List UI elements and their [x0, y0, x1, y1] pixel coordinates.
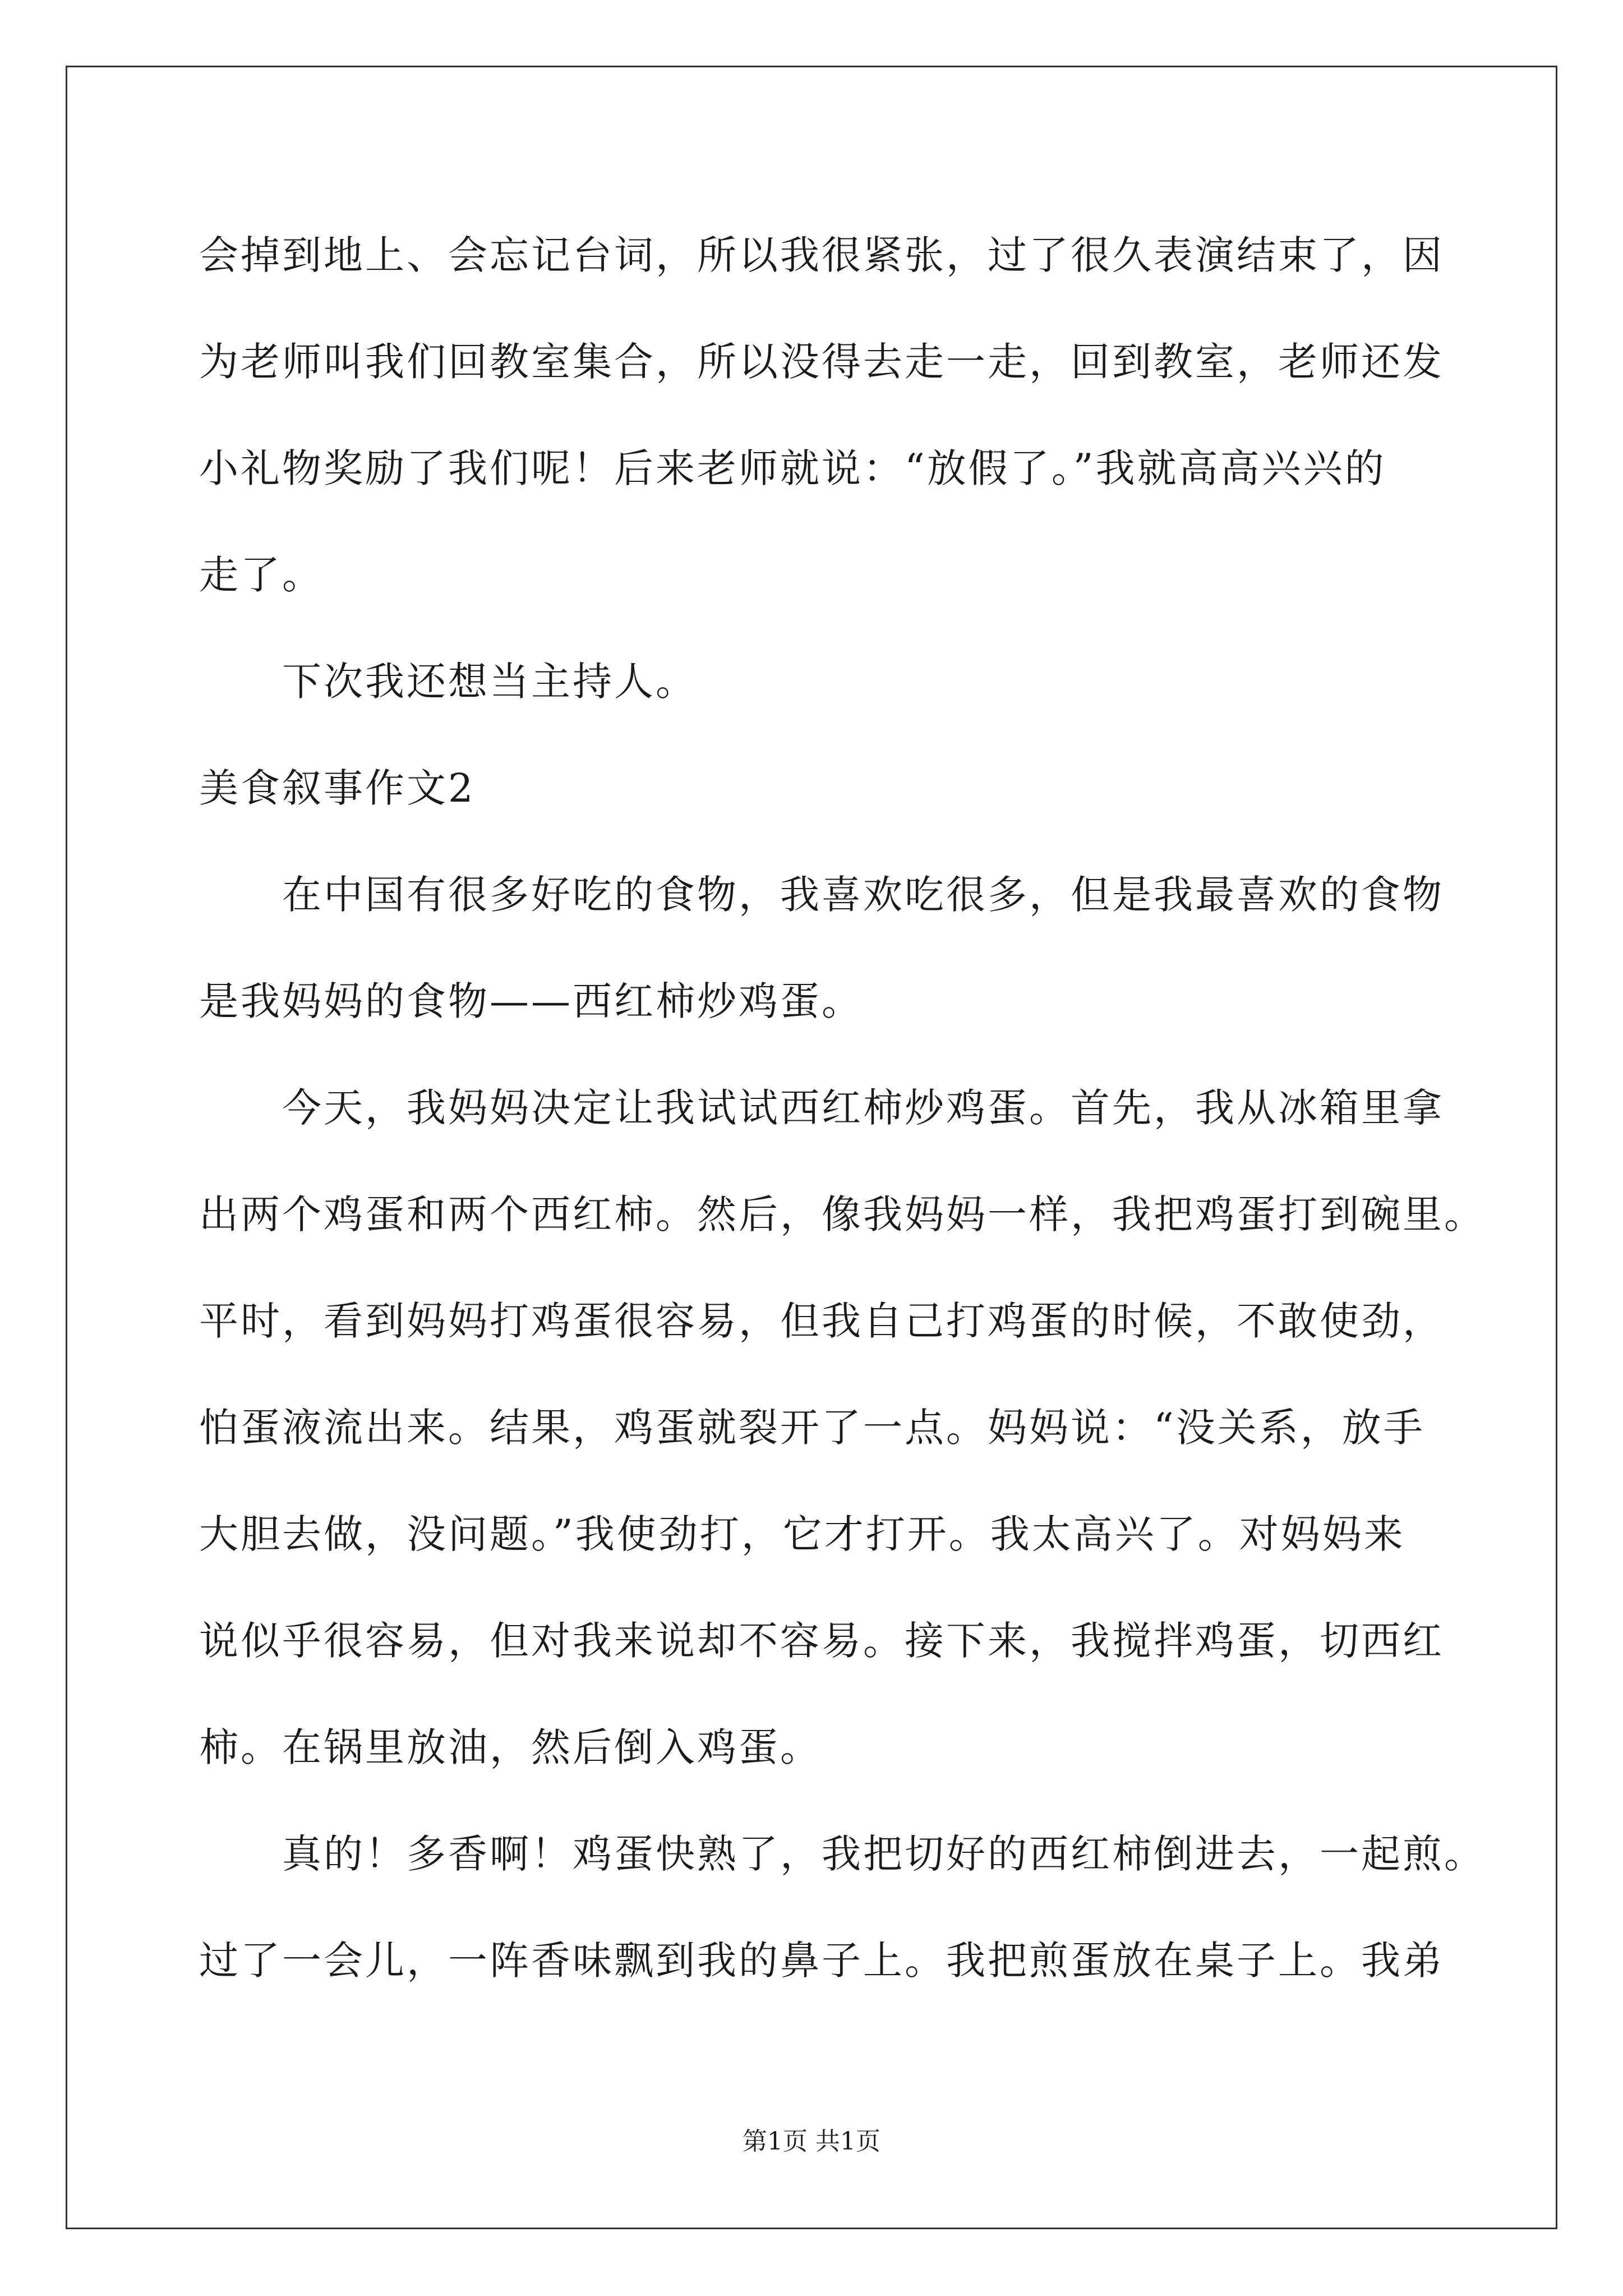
text-line: 小礼物奖励了我们呢！后来老师就说：“放假了。”我就高高兴兴的: [199, 445, 1386, 491]
text-line: 是我妈妈的食物——西红柿炒鸡蛋。: [199, 978, 863, 1024]
text-line: 真的！多香啊！鸡蛋快熟了，我把切好的西红柿倒进去，一起煎。: [282, 1831, 1486, 1877]
text-line: 柿。在锅里放油，然后倒入鸡蛋。: [199, 1724, 822, 1770]
text-line: 出两个鸡蛋和两个西红柿。然后，像我妈妈一样，我把鸡蛋打到碗里。: [199, 1191, 1486, 1237]
document-body: [199, 202, 1486, 2014]
text-line: 下次我还想当主持人。: [282, 659, 697, 705]
text-line: 大胆去做，没问题。”我使劲打，它才打开。我太高兴了。对妈妈来: [199, 1511, 1405, 1557]
text-line: 会掉到地上、会忘记台词，所以我很紧张，过了很久表演结束了，因: [199, 232, 1444, 278]
text-line: 过了一会儿，一阵香味飘到我的鼻子上。我把煎蛋放在桌子上。我弟: [199, 1938, 1444, 1984]
text-line: 平时，看到妈妈打鸡蛋很容易，但我自己打鸡蛋的时候，不敢使劲，: [199, 1298, 1444, 1344]
text-line: 在中国有很多好吃的食物，我喜欢吃很多，但是我最喜欢的食物: [282, 872, 1444, 918]
page-footer: 第1页 共1页: [743, 2127, 880, 2156]
text-line: 今天，我妈妈决定让我试试西红柿炒鸡蛋。首先，我从冰箱里拿: [282, 1085, 1444, 1131]
text-line: 说似乎很容易，但对我来说却不容易。接下来，我搅拌鸡蛋，切西红: [199, 1618, 1444, 1664]
text-line: 走了。: [199, 552, 324, 598]
text-line: 为老师叫我们回教室集合，所以没得去走一走，回到教室，老师还发: [199, 339, 1444, 385]
section-title: 美食叙事作文2: [199, 765, 476, 811]
text-line: 怕蛋液流出来。结果，鸡蛋就裂开了一点。妈妈说：“没关系，放手: [199, 1405, 1425, 1451]
